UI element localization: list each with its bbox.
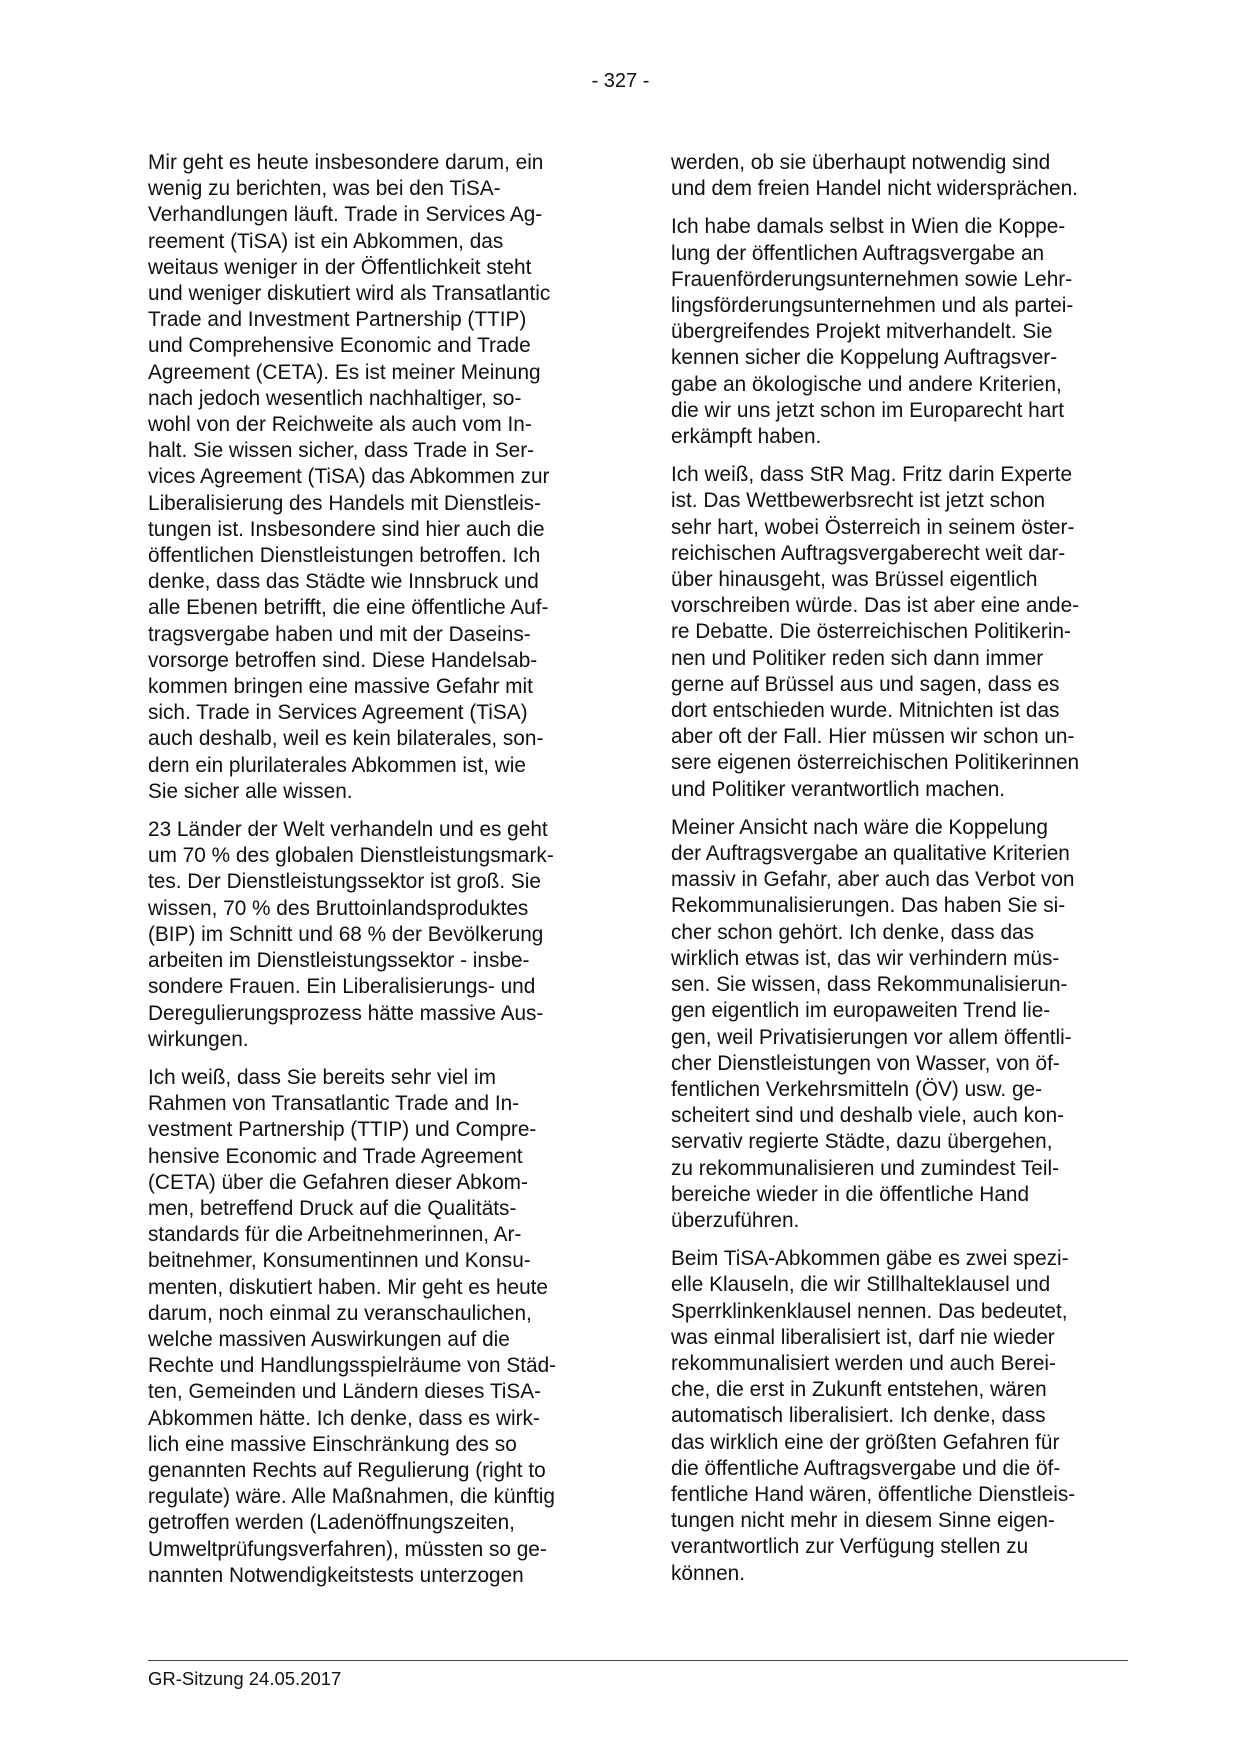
left-column bbox=[148, 150, 603, 1601]
footer-divider bbox=[148, 1660, 1128, 1661]
paragraph: Beim TiSA-Abkommen gäbe es zwei spezi- elle Klauseln, die wir Stillhalteklausel und Sperrklinkenklausel nennen. Das bedeutet, was einmal liberalisiert ist, darf nie wieder rekommunalisiert werden und auch Berei- che, die erst in Zukunft entstehen, wären automatisch liberalisiert. Ich denke, dass das wirklich eine der größten Gefahren für die öffentliche Auftragsvergabe und die öf- fentliche Hand wären, öffentliche Dienstleis- tungen nicht mehr in diesem Sinne eigen- verantwortlich zur Verfügung stellen zu können. bbox=[671, 1247, 1076, 1585]
paragraph: werden, ob sie überhaupt notwendig sind und dem freien Handel nicht widersprächen. bbox=[671, 151, 1078, 201]
paragraph: Ich weiß, dass StR Mag. Fritz darin Experte ist. Das Wettbewerbsrecht ist jetzt schon sehr hart, wobei Österreich in seinem öster- reichischen Auftragsvergaberecht weit dar- über hinausgeht, was Brüssel eigentlich vorschreiben würde. Das ist aber eine ande- re Debatte. Die österreichischen Politikerin- nen und Politiker reden sich dann immer gerne auf Brüssel aus und sagen, dass es dort entschieden wurde. Mitnichten ist das aber oft der Fall. Hier müssen wir schon un- sere eigenen österreichischen Politikerinnen und Politiker verantwortlich machen. bbox=[671, 463, 1080, 801]
paragraph: Ich weiß, dass Sie bereits sehr viel im Rahmen von Transatlantic Trade and In- vestment Partnership (TTIP) und Compre- hensive Economic and Trade Agreement (CETA) über die Gefahren dieser Abkom- men, betreffend Druck auf die Qualitäts- standards für die Arbeitnehmerinnen, Ar- beitnehmer, Konsumentinnen und Konsu- menten, diskutiert haben. Mir geht es heute darum, noch einmal zu veranschaulichen, welche massiven Auswirkungen auf die Rechte und Handlungsspielräume von Städ- ten, Gemeinden und Ländern dieses TiSA- Abkommen hätte. Ich denke, dass es wirk- lich eine massive Einschränkung des so genannten Rechts auf Regulierung (right to regulate) wäre. Alle Maßnahmen, die künftig getroffen werden (Ladenöffnungszeiten, Umweltprüfungsverfahren), müssten so ge- nannten Notwendigkeitstests unterzogen bbox=[148, 1065, 557, 1587]
page-number: - 327 - bbox=[591, 70, 650, 92]
right-column bbox=[671, 150, 1126, 1599]
paragraph: Mir geht es heute insbesondere darum, ein wenig zu berichten, was bei den TiSA- Verhandlungen läuft. Trade in Services Ag- reement (TiSA) ist ein Abkommen, das weitaus weniger in der Öffentlichkeit steht und weniger diskutiert wird als Transatlantic Trade and Investment Partnership (TTIP) und Comprehensive Economic and Trade Agreement (CETA). Es ist meiner Meinung nach jedoch wesentlich nachhaltiger, so- wohl von der Reichweite als auch vom In- halt. Sie wissen sicher, dass Trade in Ser- vices Agreement (TiSA) das Abkommen zur Liberalisierung des Handels mit Dienstleis- tungen ist. Insbesondere sind hier auch die öffentlichen Dienstleistungen betroffen. Ich denke, dass das Städte wie Innsbruck und alle Ebenen betrifft, die eine öffentliche Auf- tragsvergabe haben und mit der Daseins- vorsorge betroffen sind. Diese Handelsab- kommen bringen eine massive Gefahr mit sich. Trade in Services Agreement (TiSA) auch deshalb, weil es kein bilaterales, son- dern ein plurilaterales Abkommen ist, wie Sie sicher alle wissen. bbox=[148, 151, 551, 803]
paragraph: Ich habe damals selbst in Wien die Koppe- lung der öffentlichen Auftragsvergabe an Frauenförderungsunternehmen sowie Lehr- lingsförderungsunternehmen und als partei- übergreifendes Projekt mitverhandelt. Sie kennen sicher die Koppelung Auftragsver- gabe an ökologische und andere Kriterien, die wir uns jetzt schon im Europarecht hart erkämpft haben. bbox=[671, 215, 1074, 449]
paragraph: 23 Länder der Welt verhandeln und es geht um 70 % des globalen Dienstleistungsmark- tes. Der Dienstleistungssektor ist groß. Sie wissen, 70 % des Bruttoinlandsproduktes (BIP) im Schnitt und 68 % der Bevölkerung arbeiten im Dienstleistungssektor - insbe- sondere Frauen. Ein Liberalisierungs- und Deregulierungsprozess hätte massive Aus- wirkungen. bbox=[148, 818, 554, 1051]
footer-session-date: GR-Sitzung 24.05.2017 bbox=[148, 1668, 342, 1689]
paragraph: Meiner Ansicht nach wäre die Koppelung der Auftragsvergabe an qualitative Kriterien massiv in Gefahr, aber auch das Verbot von Rekommunalisierungen. Das haben Sie si- cher schon gehört. Ich denke, dass das wirklich etwas ist, das wir verhindern müs- sen. Sie wissen, dass Rekommunalisierun- gen eigentlich im europaweiten Trend lie- gen, weil Privatisierungen vor allem öffentli- cher Dienstleistungen von Wasser, von öf- fentlichen Verkehrsmitteln (ÖV) usw. ge- scheitert sind und deshalb viele, auch kon- servativ regierte Städte, dazu übergehen, zu rekommunalisieren und zumindest Teil- bereiche wieder in die öffentliche Hand überzuführen. bbox=[671, 815, 1075, 1232]
